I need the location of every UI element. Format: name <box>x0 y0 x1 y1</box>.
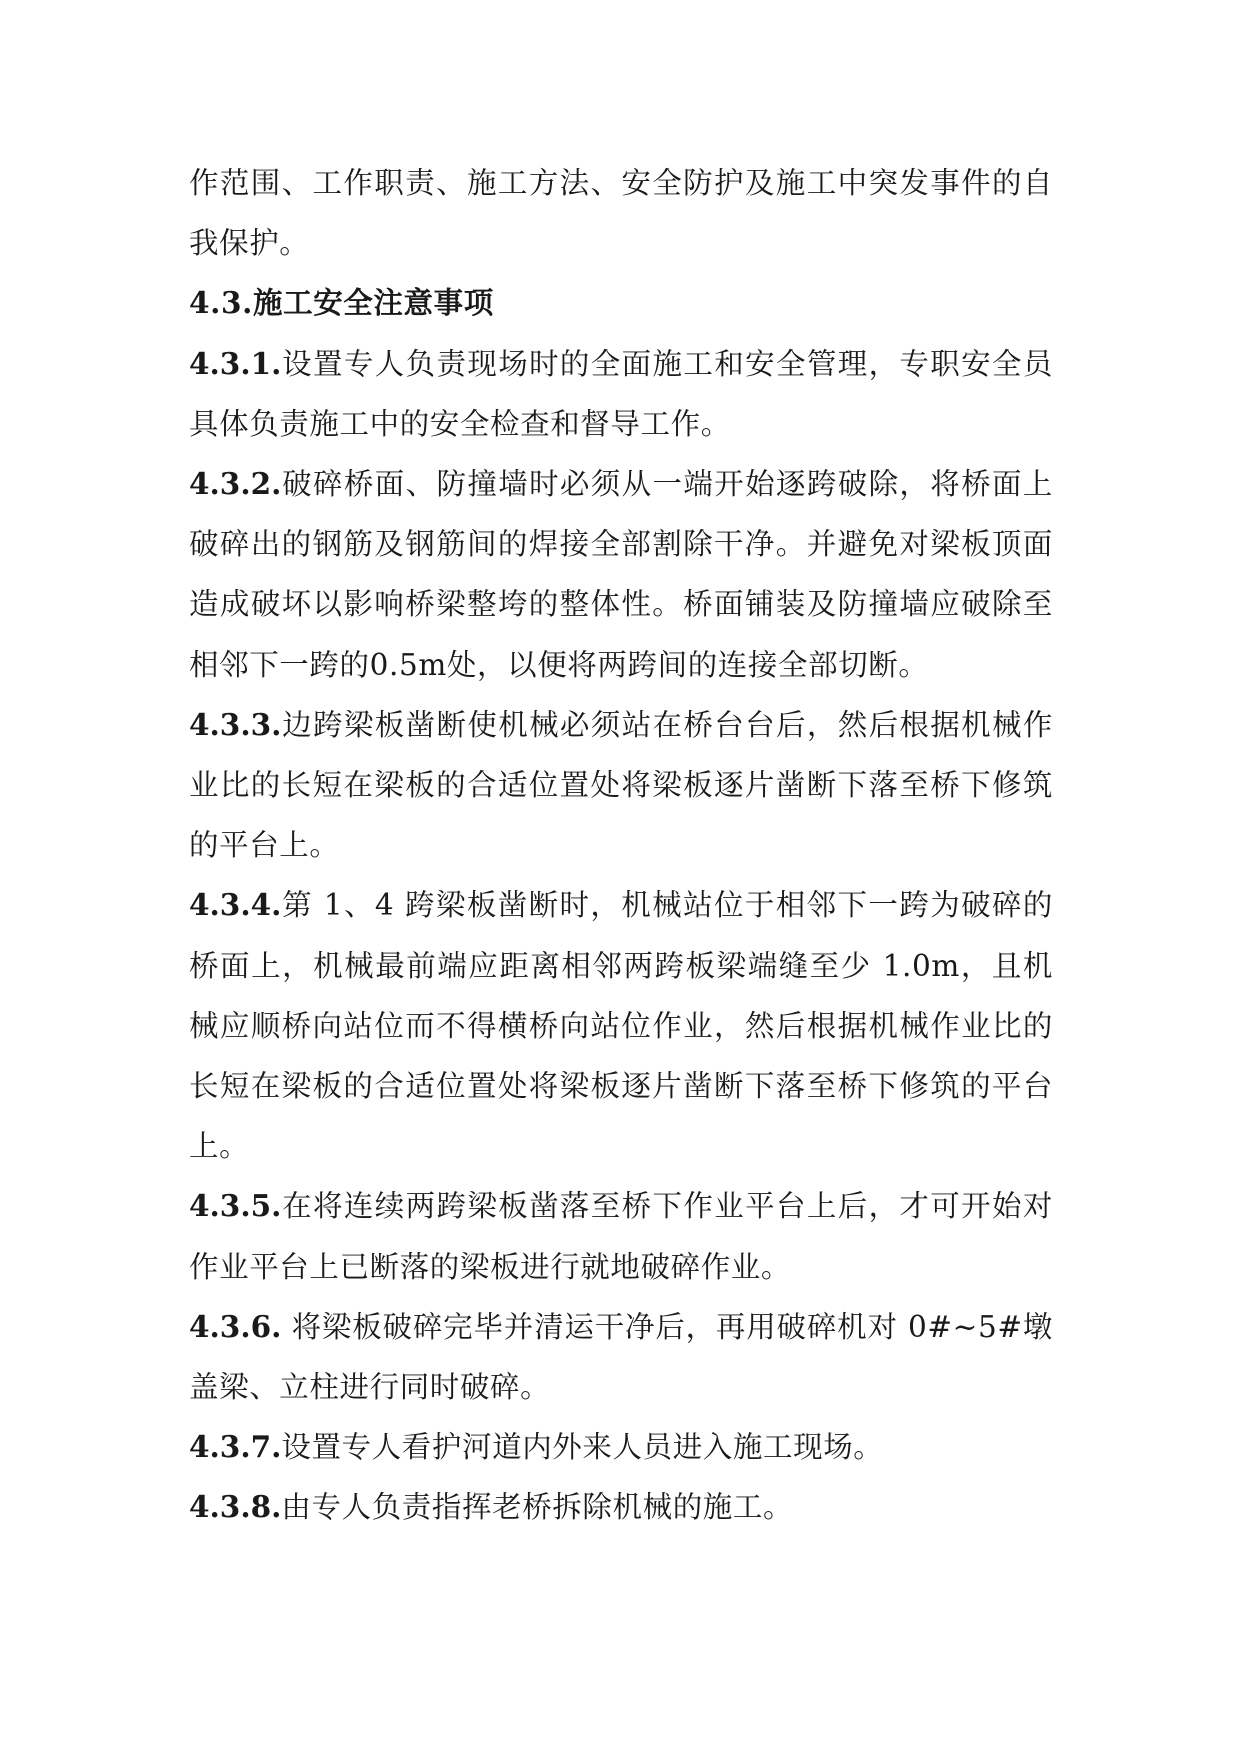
item-number: 4.3.6. <box>189 1308 282 1344</box>
item-4-3-4 <box>189 875 1053 1176</box>
item-number: 4.3.8. <box>189 1489 282 1525</box>
item-text: 在将连续两跨梁板凿落至桥下作业平台上后，才可开始对作业平台上已断落的梁板进行就地破碎作业。 <box>189 1189 1053 1284</box>
section-heading: 4.3.施工安全注意事项 <box>189 285 494 321</box>
item-4-3-1 <box>189 334 1053 454</box>
item-4-3-8 <box>189 1477 1053 1537</box>
item-number: 4.3.4. <box>189 887 282 923</box>
item-number: 4.3.5. <box>189 1188 282 1224</box>
item-text: 将梁板破碎完毕并清运干净后，再用破碎机对 0#~5#墩盖梁、立柱进行同时破碎。 <box>189 1309 1053 1405</box>
item-4-3-3 <box>189 695 1053 876</box>
item-text: 破碎桥面、防撞墙时必须从一端开始逐跨破除，将桥面上破碎出的钢筋及钢筋间的焊接全部割除干净。并避免对梁板顶面造成破坏以影响桥梁整垮的整体性。桥面铺装及防撞墙应破除至相邻下一跨的0.5m处，以便将两跨间的连接全部切断。 <box>189 467 1053 682</box>
item-text: 第 1、4 跨梁板凿断时，机械站位于相邻下一跨为破碎的桥面上，机械最前端应距离相邻两跨板梁端缝至少 1.0m，且机械应顺桥向站位而不得横桥向站位作业，然后根据机械作业比的长短在梁板的合适位置处将梁板逐片凿断下落至桥下修筑的平台上。 <box>189 888 1053 1164</box>
document-body <box>189 153 1053 1538</box>
item-4-3-5 <box>189 1176 1053 1296</box>
item-4-3-7 <box>189 1417 1053 1477</box>
intro-paragraph: 作范围、工作职责、施工方法、安全防护及施工中突发事件的自我保护。 <box>189 166 1053 261</box>
item-4-3-2 <box>189 454 1053 695</box>
item-text: 设置专人负责现场时的全面施工和安全管理，专职安全员具体负责施工中的安全检查和督导工作。 <box>189 346 1053 441</box>
item-number: 4.3.7. <box>189 1429 282 1465</box>
item-text: 由专人负责指挥老桥拆除机械的施工。 <box>281 1490 794 1525</box>
item-4-3-6 <box>189 1297 1053 1417</box>
item-number: 4.3.3. <box>189 706 282 742</box>
item-text: 设置专人看护河道内外来人员进入施工现场。 <box>281 1430 884 1465</box>
item-number: 4.3.2. <box>189 466 282 502</box>
item-number: 4.3.1. <box>189 345 282 381</box>
item-text: 边跨梁板凿断使机械必须站在桥台台后，然后根据机械作业比的长短在梁板的合适位置处将梁板逐片凿断下落至桥下修筑的平台上。 <box>189 707 1053 863</box>
